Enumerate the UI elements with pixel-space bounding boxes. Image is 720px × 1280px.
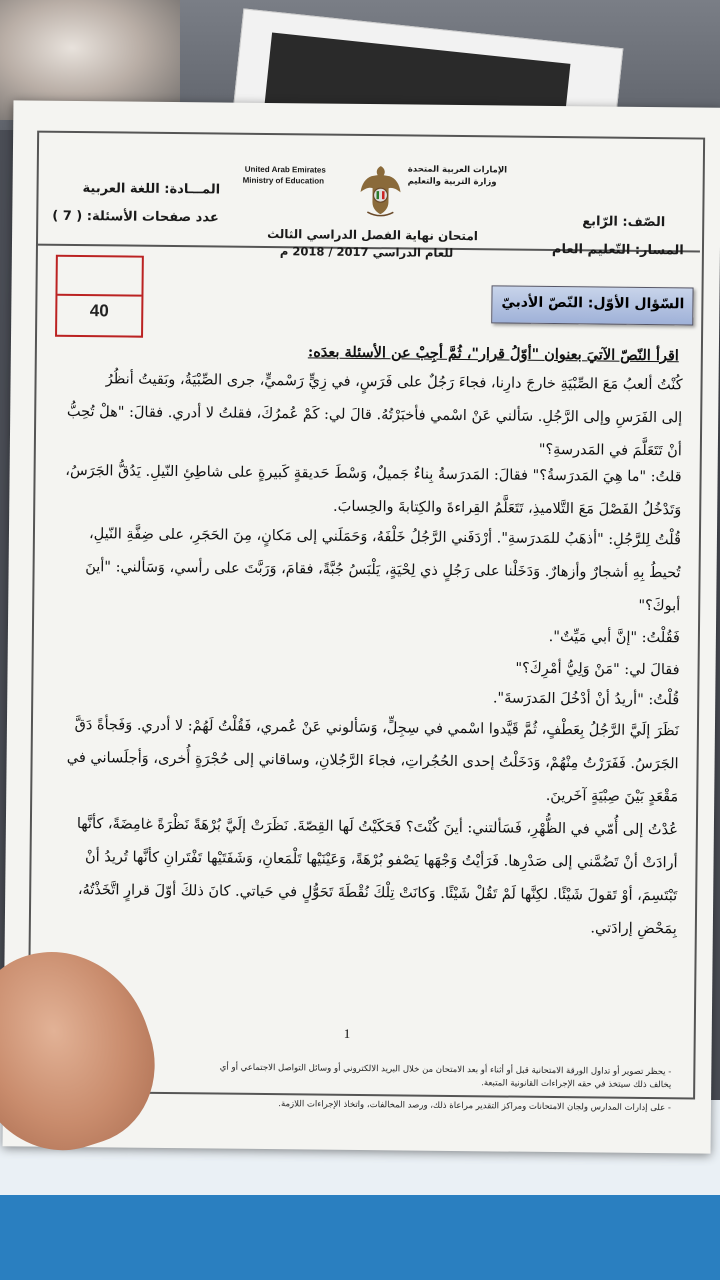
ministry-ar-line1: الإمارات العربية المتحدة bbox=[407, 164, 508, 176]
passage-line: بِمَحْضِ إرادَتي. bbox=[590, 920, 677, 938]
exam-title: امتحان نهاية الفصل الدراسي الثالث bbox=[267, 226, 478, 244]
passage-line: مَقْعَدٍ بَيْنَ صِبْيَةٍ آخَرينَ. bbox=[545, 787, 679, 806]
passage-line: أبوكَ؟" bbox=[638, 597, 681, 615]
passage-line: كُنْتُ ألعبُ مَعَ الصِّبْيَةِ خارجَ دارِنا، فجاءَ رَجُلٌ على فَرَسٍ، في زِيٍّ رَسْميٍّ، جرى الصِّبْيَةُ، وبَقيتُ أنظُرُ bbox=[105, 371, 683, 394]
question-title: السّؤال الأوّل: النّصّ الأدبيّ bbox=[501, 294, 685, 313]
passage-line: الجَرَسُ. فَفَرَرْتُ مِنْهُمْ، وَدَخَلْتُ إحدى الحُجُراتِ، فجاءَ الرَّجُلانِ، وساقاني إلى حُجْرَةٍ أُخرى، وَأجلَساني في bbox=[66, 749, 679, 773]
question-pages: عدد صفحات الأسئلة: ( 7 ) bbox=[52, 208, 219, 226]
passage-line: فَقُلْتُ: "إنَّ أبي مَيِّتٌ". bbox=[548, 628, 680, 647]
passage-line: إلى الفَرَسِ وإلى الرَّجُلِ. سَألني عَنْ اسْمي فأخبَرْتُهُ. قالَ لي: كَمْ عُمرُكَ، فقلتُ لا أدري. فقالَ: "هلْ تُحِبُّ bbox=[66, 403, 683, 427]
passage-line: فقالَ لي: "مَنْ وَلِيُّ أمْرِكَ؟" bbox=[515, 660, 680, 679]
passage-line: نَظَرَ إلَيَّ الرَّجُلُ بِعَطْفٍ، ثُمَّ قَيَّدوا اسْمي في سِجِلٍّ، وَسَألوني عَنْ عُمري، فَقُلْتُ لَهُمْ: لا أدري. وَفَجأةً دَقَّ bbox=[74, 716, 680, 740]
ministry-ar-line2: وزارة التربية والتعليم bbox=[407, 176, 497, 188]
footer-notice-3: - على إدارات المدارس ولجان الامتحانات ومراكز التقدير مراعاة ذلك، ورصد المخالفات، واتخاذ الإجراءات اللازمة. bbox=[278, 1099, 672, 1114]
passage-line: عُدْتُ إلى أُمّي في الظُّهْرِ، فَسَألتني: أينَ كُنْتَ؟ فَحَكَيْتُ لَها القِصّةَ. نَظَرَتْ إلَيَّ بُرْهَةً نَظْرَةً غامِضَةً، كأنَّها bbox=[76, 816, 678, 839]
ministry-en-line2: Ministry of Education bbox=[242, 175, 325, 186]
subject-label: المـــادة: اللغة العربية bbox=[82, 181, 221, 198]
score-total: 40 bbox=[89, 301, 109, 321]
footer-notice-2: يخالف ذلك سيتخذ في حقه الإجراءات القانونية المتبعة. bbox=[481, 1078, 672, 1091]
grade-label: الصّف: الرّابع bbox=[582, 214, 666, 231]
passage-line: وَتَدْخُلُ الفَصْلَ مَعَ التَّلاميذِ، تَتَعَلَّمُ القِراءةَ والكِتابةَ والحِسابَ. bbox=[333, 498, 682, 519]
footer-notice-1: - يحظر تصوير أو تداول الورقة الامتحانية قبل أو أثناء أو بعد الامتحان من خلال البريد الالكتروني أو وسائل التواصل الاجتماعي أو أي bbox=[219, 1062, 672, 1078]
passage-line: أرادَتْ أنْ تَضُمَّني إلى صَدْرِها. فَرَأيْتُ وَجْهَها يَصْفو بُرْهَةً، وَعَيْنَيْها تَلْمَعانِ، وَشَفَتَيْها تَفْتَرانِ كأنَّها تُريدُ أنْ bbox=[84, 849, 678, 872]
track-label: المسار: التّعليم العام bbox=[551, 241, 684, 259]
passage-line: تُحيطُ بِهِ أشجارٌ وأزهارٌ. وَدَخَلْنا على رَجُلٍ ذي لِحْيَةٍ، يَلْبَسُ جُبَّةً، فقامَ، وَرَبَّتَ على رأسي، وَسَألني: "أينَ bbox=[85, 559, 681, 582]
passage-line: قُلْتُ لِلرَّجُلِ: "أذهَبُ للمَدرَسةِ". أرْدَفَني الرَّجُلُ خَلْفَهُ، وَحَمَلَني إلى مَكانٍ، مِنَ الحَجَرِ، على ضِفَّةِ النّيلِ، bbox=[88, 526, 682, 549]
passage-line: تَبْتَسِمَ، أوْ تَقولَ شَيْئًا. لكِنَّها لَمْ تَقُلْ شَيْئًا. وَكانَتْ تِلْكَ نُقْطَةَ تَحَوُّلٍ في حَياتي. كانَ ذلكَ أوّلَ قرارٍ اتَّخَذْتُهُ، bbox=[77, 882, 678, 905]
academic-year: للعام الدراسي 2017 / 2018 م bbox=[279, 244, 454, 260]
ministry-en-line1: United Arab Emirates bbox=[244, 164, 326, 175]
passage-line: أنْ تَتَعَلَّمَ في المَدرسةِ؟" bbox=[538, 441, 682, 460]
score-box bbox=[55, 255, 144, 338]
page-number: 1 bbox=[343, 1025, 351, 1041]
passage-line: قلتُ: "ما هِيَ المَدرَسةُ؟" فقالَ: المَدرَسةُ بِناءٌ جَميلٌ، وَسْطَ حَديقةٍ كَبيرةٍ على شاطِئِ النّيلِ. يَدُقُّ الجَرَسُ، bbox=[65, 462, 682, 486]
uae-emblem-icon bbox=[355, 162, 406, 221]
question-heading-box bbox=[491, 285, 693, 325]
passage-instruction: اقرأ النّصّ الآتيَ بعنوان "أوّلُ قرار"، ثُمَّ أجِبْ عن الأسئلة بعدَه: bbox=[307, 343, 679, 365]
passage-line: قُلْتُ: "أريدُ أنْ أدْخُلَ المَدرَسةَ". bbox=[492, 690, 680, 709]
